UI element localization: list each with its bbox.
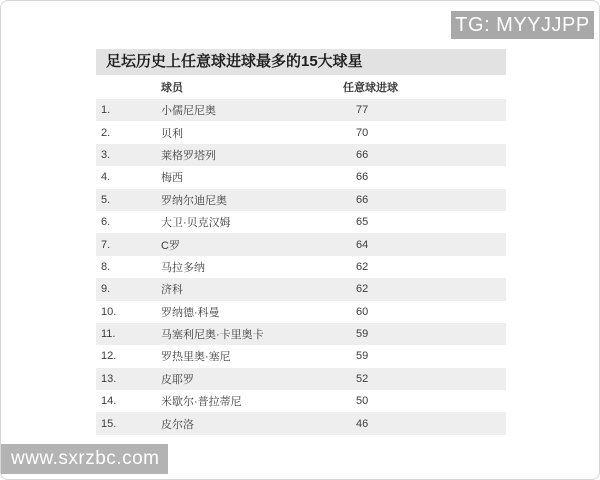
- row-rank: 9.: [101, 283, 111, 296]
- row-goals: 66: [356, 193, 369, 206]
- row-rank: 2.: [101, 126, 111, 139]
- row-rank: 11.: [101, 328, 116, 341]
- watermark-site: www.sxrzbc.com: [1, 444, 168, 474]
- column-header-player: 球员: [161, 82, 183, 94]
- table-row: [96, 345, 506, 367]
- row-goals: 77: [356, 104, 369, 117]
- table-row: [96, 144, 506, 166]
- row-goals: 50: [356, 395, 369, 408]
- table-header-row: [96, 75, 506, 99]
- table-body: [96, 99, 506, 435]
- row-rank: 8.: [101, 260, 111, 273]
- row-goals: 52: [356, 372, 369, 385]
- row-rank: 13.: [101, 372, 117, 385]
- row-goals: 59: [356, 350, 369, 363]
- row-rank: 15.: [101, 417, 117, 430]
- row-player: 皮耶罗: [161, 373, 194, 386]
- table-row: [96, 233, 506, 255]
- table-row: [96, 211, 506, 233]
- row-rank: 10.: [101, 305, 117, 318]
- row-rank: 12.: [101, 350, 117, 363]
- row-player: 罗纳尔迪尼奥: [161, 194, 227, 207]
- row-player: 马拉多纳: [161, 261, 205, 274]
- table-row: [96, 390, 506, 412]
- row-player: 梅西: [161, 172, 183, 185]
- table-row: [96, 189, 506, 211]
- row-rank: 5.: [101, 193, 111, 206]
- row-player: 莱格罗塔列: [161, 149, 216, 162]
- row-goals: 64: [356, 238, 369, 251]
- row-goals: 65: [356, 216, 369, 229]
- table-row: [96, 278, 506, 300]
- row-player: 小儒尼尼奥: [161, 105, 216, 118]
- table-row: [96, 301, 506, 323]
- table-row: [96, 412, 506, 434]
- row-player: 马塞利尼奥·卡里奥卡: [161, 329, 264, 342]
- row-rank: 1.: [101, 104, 111, 117]
- row-goals: 66: [356, 171, 369, 184]
- table-title: 足坛历史上任意球进球最多的15大球星: [96, 49, 506, 75]
- row-goals: 66: [356, 148, 369, 161]
- row-rank: 14.: [101, 395, 117, 408]
- row-goals: 46: [356, 417, 369, 430]
- row-player: C罗: [161, 239, 180, 252]
- table-row: [96, 99, 506, 121]
- row-player: 皮尔洛: [161, 418, 194, 431]
- row-rank: 6.: [101, 216, 111, 229]
- row-player: 米歇尔·普拉蒂尼: [161, 396, 242, 409]
- row-rank: 3.: [101, 148, 111, 161]
- row-rank: 7.: [101, 238, 111, 251]
- row-player: 大卫·贝克汉姆: [161, 217, 231, 230]
- row-goals: 60: [356, 305, 369, 318]
- row-player: 济科: [161, 284, 183, 297]
- row-goals: 70: [356, 126, 369, 139]
- column-header-goals: 任意球进球: [343, 82, 398, 94]
- table-row: [96, 166, 506, 188]
- row-player: 贝利: [161, 127, 183, 140]
- table-row: [96, 323, 506, 345]
- row-goals: 62: [356, 283, 369, 296]
- watermark-telegram: TG: MYYJJPP: [451, 11, 594, 39]
- row-player: 罗纳德·科曼: [161, 306, 220, 319]
- table-row: [96, 121, 506, 143]
- row-goals: 62: [356, 260, 369, 273]
- row-player: 罗热里奥·塞尼: [161, 351, 231, 364]
- table-row: [96, 256, 506, 278]
- row-goals: 59: [356, 328, 369, 341]
- table-row: [96, 368, 506, 390]
- row-rank: 4.: [101, 171, 111, 184]
